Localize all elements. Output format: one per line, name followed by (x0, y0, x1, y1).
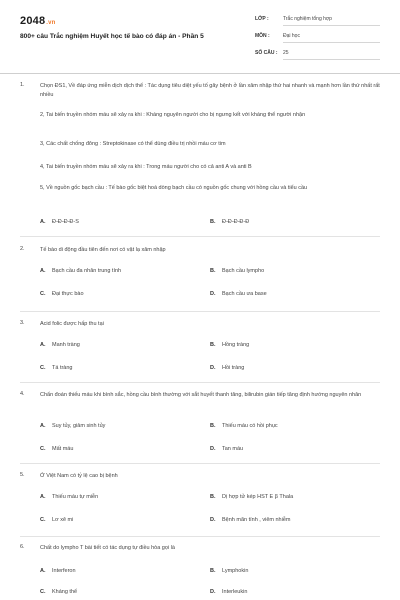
question-number: 1. (20, 82, 25, 88)
option-a[interactable]: A. Manh tràng (40, 342, 80, 348)
question-separator (20, 236, 380, 237)
meta-label-lop: LỚP : (255, 16, 269, 22)
question-text: Acid folic được hấp thu tại (40, 321, 104, 327)
question-text: Chất do lympho T bài tiết có tác dụng tự điều hòa gọi là (40, 545, 175, 551)
question-text: Ở Việt Nam có tỷ lệ cao bị bệnh (40, 473, 118, 479)
question-separator (20, 382, 380, 383)
question-separator (20, 311, 380, 312)
option-a[interactable]: A. Bạch cầu đa nhân trung tính (40, 268, 122, 274)
option-c[interactable]: C. Tá tràng (40, 365, 73, 371)
header (0, 0, 400, 74)
meta-label-mon: MÔN : (255, 33, 270, 39)
option-c[interactable]: C. Kháng thể (40, 589, 78, 595)
meta-row-lop (255, 13, 380, 30)
option-d[interactable]: D. Bạch cầu ưa base (210, 291, 267, 297)
question-statement-5: 5, Về nguồn gốc bạch cầu : Tế bào gốc biệt hoá dòng bạch cầu có nguồn gốc chung với hồng cầu và tiểu cầu (40, 185, 308, 191)
question-statement-1: Chọn ĐS1, Về đáp ứng miễn dịch dịch thể : Tác dụng tiêu diệt yếu tố gây bệnh ở lần xâm nhập thứ hai nhanh và mạnh hơn lần thứ nhất rất nhiều (40, 83, 380, 98)
option-b[interactable]: B. Dị hợp tử kép HST E β Thala (210, 494, 294, 500)
document-title: 800+ câu Trắc nghiệm Huyết học tế bào có đáp án - Phần 5 (20, 33, 204, 40)
meta-value-socau: 25 (283, 50, 380, 60)
question-statement-2: 2, Tai biến truyền nhóm máu sẽ xảy ra khi : Kháng nguyên người cho bị ngưng kết với kháng thể người nhận (40, 112, 306, 118)
option-b[interactable]: B. Lymphokin (210, 568, 249, 574)
question-number: 2. (20, 246, 25, 252)
site-logo[interactable]: 2048.vn (20, 15, 56, 27)
option-a[interactable]: A. Đ-Đ-Đ-Đ-S (40, 219, 79, 225)
question-number: 5. (20, 472, 25, 478)
option-d[interactable]: D. Tan máu (210, 446, 244, 452)
meta-value-lop: Trắc nghiệm tổng hợp (283, 16, 380, 26)
question-number: 6. (20, 544, 25, 550)
meta-row-socau (255, 47, 380, 64)
question-statement-3: 3, Các chất chống đông : Streptokinase có thể dùng điều trị nhồi máu cơ tim (40, 141, 226, 147)
meta-row-mon (255, 30, 380, 47)
question-text: Tế bào di động đầu tiên đến nơi có vật lạ xâm nhập (40, 247, 166, 253)
question-separator (20, 536, 380, 537)
meta-label-socau: SỐ CÂU : (255, 50, 278, 56)
option-b[interactable]: B. Thiếu máu có hồi phục (210, 423, 278, 429)
option-a[interactable]: A. Thiếu máu tự miễn (40, 494, 99, 500)
option-c[interactable]: C. Mất máu (40, 446, 74, 452)
question-statement-4: 4, Tai biến truyền nhóm máu sẽ xảy ra khi : Trong máu người cho có cả anti A và anti B (40, 164, 252, 170)
option-d[interactable]: D. Interleukin (210, 589, 248, 595)
option-b[interactable]: B. Bạch cầu lympho (210, 268, 265, 274)
option-d[interactable]: D. Hồi tràng (210, 365, 245, 371)
option-c[interactable]: C. Đại thực bào (40, 291, 84, 297)
option-b[interactable]: B. Hồng tràng (210, 342, 250, 348)
header-divider (0, 73, 400, 74)
option-c[interactable]: C. Lơ xê mi (40, 517, 74, 523)
question-separator (20, 463, 380, 464)
question-text: Chẩn đoán thiếu máu khi bình sắc, hồng cầu bình thường với sắt huyết thanh tăng, bilirubin gián tiếp tăng định hướng nguyên nhân (40, 392, 362, 398)
document-meta (255, 13, 380, 64)
option-a[interactable]: A. Suy tủy, giảm sinh tủy (40, 423, 106, 429)
question-number: 4. (20, 391, 25, 397)
option-b[interactable]: B. Đ-Đ-Đ-Đ-Đ (210, 219, 250, 225)
meta-value-mon: Đại học (283, 33, 380, 43)
option-a[interactable]: A. Interferon (40, 568, 76, 574)
option-d[interactable]: D. Bệnh mãn tính , viêm nhiễm (210, 517, 291, 523)
question-number: 3. (20, 320, 25, 326)
